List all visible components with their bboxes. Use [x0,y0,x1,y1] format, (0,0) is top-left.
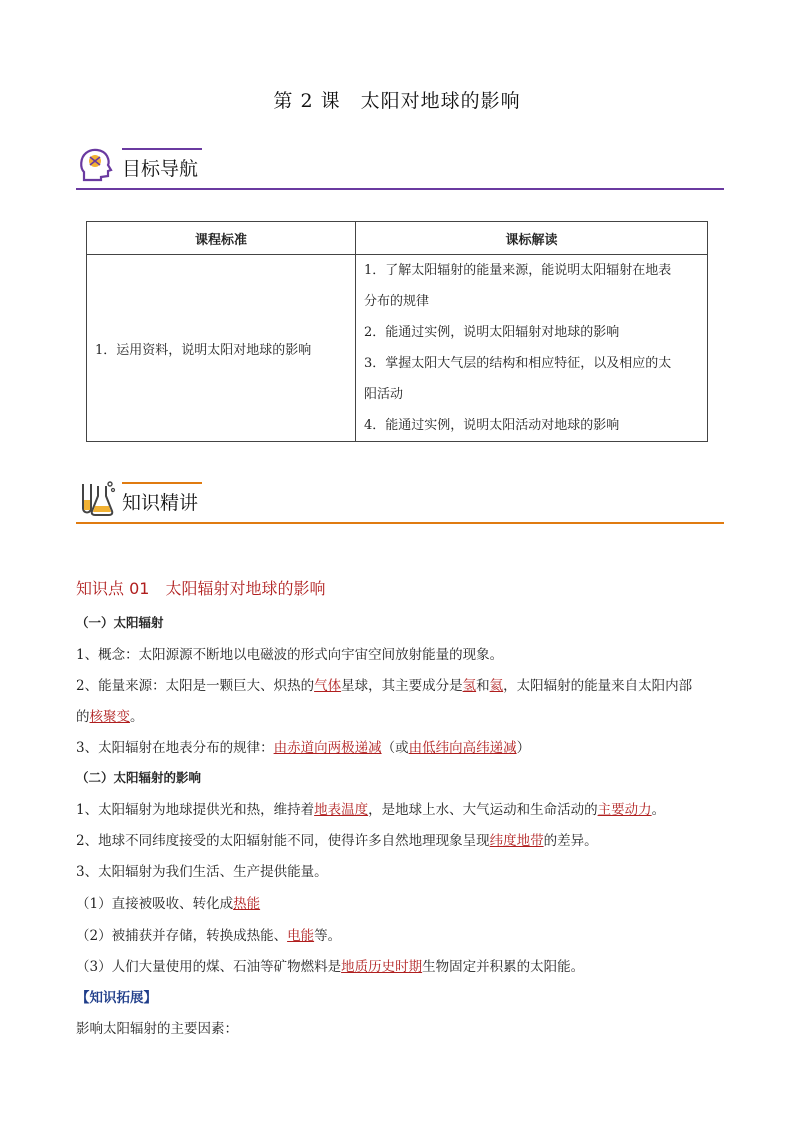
keyword: 地质历史时期 [341,959,423,975]
subheading: （二）太阳辐射的影响 [76,770,202,785]
keyword: 热能 [233,896,261,912]
paragraph: 2、能量来源：太阳是一颗巨大、炽热的气体星球，其主要成分是氢和氦，太阳辐射的能量来自太阳内部 [76,678,693,694]
knowledge-extension-label: 【知识拓展】 [76,990,157,1006]
interpretation-line: 1．了解太阳辐射的能量来源，能说明太阳辐射在地表 [364,263,672,278]
paragraph: （1）直接被吸收、转化成热能 [76,896,261,912]
interpretation-line: 3．掌握太阳大气层的结构和相应特征，以及相应的太 [364,356,672,371]
paragraph: 1、太阳辐射为地球提供光和热，维持着地表温度，是地球上水、大气运动和生命活动的主要动力。 [76,802,666,818]
keyword: 电能 [287,928,315,944]
keyword: 由赤道向两极递减 [273,740,382,756]
table-header: 课标解读 [356,222,708,255]
interpretation-line: 分布的规律 [364,294,430,309]
keyword: 核聚变 [89,709,130,725]
paragraph: （3）人们大量使用的煤、石油等矿物燃料是地质历史时期生物固定并积累的太阳能。 [76,959,585,975]
paragraph: 影响太阳辐射的主要因素： [76,1021,238,1037]
paragraph: （2）被捕获并存储，转换成热能、电能等。 [76,928,342,944]
knowledge-point-title: 知识点 01 太阳辐射对地球的影响 [76,579,326,598]
paragraph: 的核聚变。 [76,709,144,725]
keyword: 氢 [462,678,477,694]
brain-head-icon [76,144,116,184]
interpretation-line: 4．能通过实例，说明太阳活动对地球的影响 [364,418,620,433]
section-divider [76,522,724,524]
paragraph: 3、太阳辐射在地表分布的规律：由赤道向两极递减（或由低纬向高纬递减） [76,740,531,756]
keyword: 地表温度 [314,802,369,818]
course-standard-table [86,221,708,442]
table-cell-standard: 1．运用资料，说明太阳对地球的影响 [87,255,356,442]
interpretation-line: 2．能通过实例，说明太阳辐射对地球的影响 [364,325,620,340]
section-divider [76,188,724,190]
keyword: 气体 [314,678,342,694]
paragraph: 2、地球不同纬度接受的太阳辐射能不同，使得许多自然地理现象呈现纬度地带的差异。 [76,833,598,849]
keyword: 主要动力 [597,802,652,818]
subheading: （一）太阳辐射 [76,615,164,630]
page-title: 第 2 课 太阳对地球的影响 [273,90,521,112]
keyword: 氦 [489,678,504,694]
paragraph: 1、概念：太阳源源不断地以电磁波的形式向宇宙空间放射能量的现象。 [76,647,504,663]
section-heading-goal: 目标导航 [122,158,199,180]
section-heading-knowledge: 知识精讲 [122,492,199,514]
keyword: 由低纬向高纬递减 [408,740,517,756]
flask-icon [76,478,116,518]
section-header-knowledge [76,478,724,524]
section-header-goal [76,144,724,190]
table-header: 课程标准 [87,222,356,255]
interpretation-line: 阳活动 [364,387,404,402]
paragraph: 3、太阳辐射为我们生活、生产提供能量。 [76,864,328,880]
keyword: 纬度地带 [489,833,544,849]
